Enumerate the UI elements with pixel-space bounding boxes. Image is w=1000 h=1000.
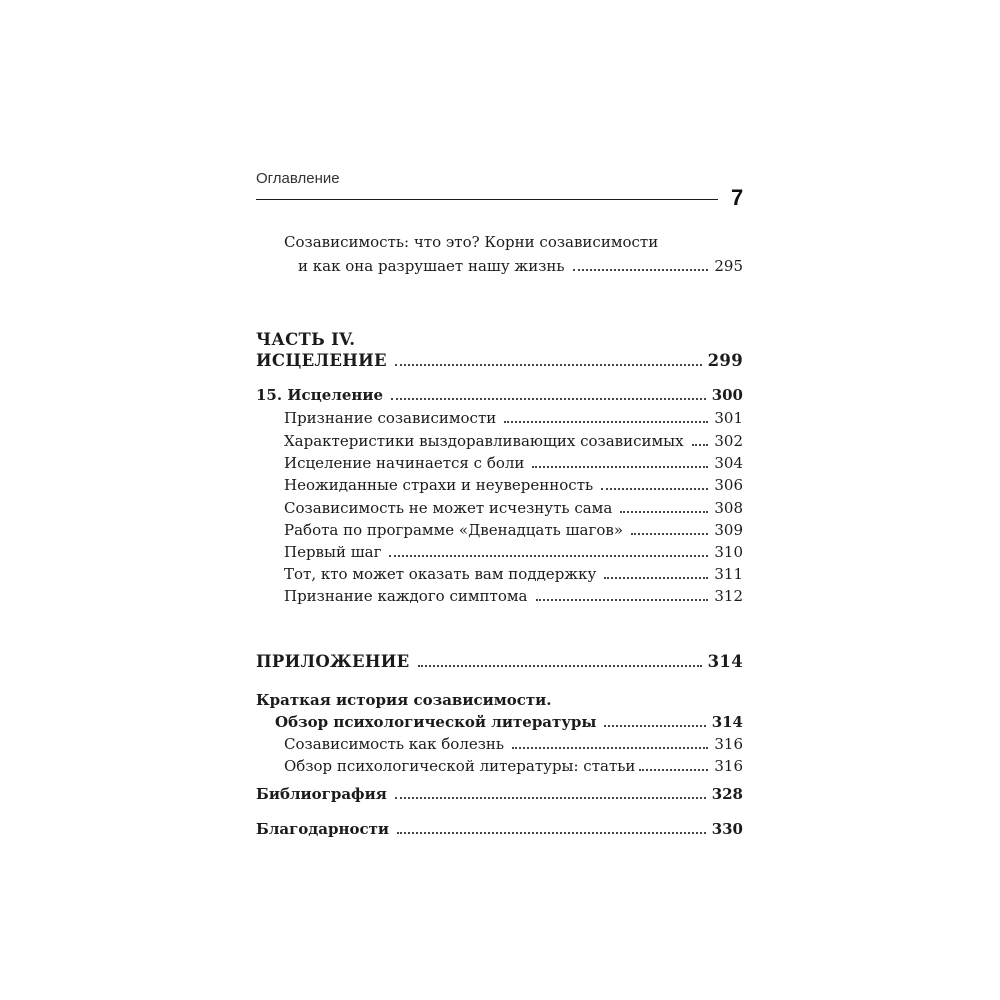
- dot-leader: [418, 665, 702, 667]
- toc-item-title: Признание каждого симптома: [284, 587, 528, 605]
- toc-item[interactable]: [284, 542, 743, 562]
- dot-leader: [395, 364, 702, 366]
- header-rule: [256, 199, 718, 200]
- toc-item-page: 316: [714, 757, 743, 775]
- toc-item-page: 301: [714, 409, 743, 427]
- toc-item-page: 316: [714, 735, 743, 753]
- dot-leader: [532, 466, 708, 468]
- dot-leader: [631, 533, 708, 535]
- dot-leader: [389, 555, 708, 557]
- toc-item[interactable]: [284, 586, 743, 606]
- toc-appendix[interactable]: [256, 652, 743, 672]
- dot-leader: [573, 269, 709, 271]
- toc-entry-title: и как она разрушает нашу жизнь: [298, 257, 565, 275]
- history-title-line2: Обзор психологической литературы: [275, 713, 597, 731]
- bibliography-page: 328: [711, 785, 743, 803]
- dot-leader: [395, 797, 706, 799]
- toc-bibliography[interactable]: [256, 784, 743, 804]
- toc-item-title: Созависимость не может исчезнуть сама: [284, 499, 613, 517]
- part-label: ЧАСТЬ IV.: [256, 330, 356, 349]
- toc-item[interactable]: [284, 520, 743, 540]
- toc-item-title: Созависимость как болезнь: [284, 735, 505, 753]
- appendix-title: ПРИЛОЖЕНИЕ: [256, 652, 410, 671]
- dot-leader: [620, 511, 708, 513]
- toc-item-title: Работа по программе «Двенадцать шагов»: [284, 521, 624, 539]
- dot-leader: [504, 421, 708, 423]
- toc-item[interactable]: [284, 756, 743, 776]
- toc-item-title: Неожиданные страхи и неуверенность: [284, 476, 594, 494]
- dot-leader: [397, 832, 706, 834]
- page-number: 7: [731, 185, 744, 210]
- dot-leader: [601, 488, 708, 490]
- history-title-line1: Краткая история созависимости.: [256, 691, 552, 709]
- dot-leader: [512, 747, 708, 749]
- toc-item[interactable]: [284, 475, 743, 495]
- toc-item-page: 304: [714, 454, 743, 472]
- toc-entry-page: 295: [714, 257, 743, 275]
- toc-chapter-15[interactable]: [256, 385, 743, 405]
- dot-leader: [604, 577, 708, 579]
- acknowledgements-page: 330: [711, 820, 743, 838]
- toc-item-title: Характеристики выздоравливающих созависимых: [284, 432, 684, 450]
- toc-entry-top[interactable]: [298, 256, 743, 276]
- toc-item-page: 302: [714, 432, 743, 450]
- toc-item-title: Исцеление начинается с боли: [284, 454, 525, 472]
- dot-leader: [536, 599, 709, 601]
- toc-item[interactable]: [284, 453, 743, 473]
- toc-item-page: 310: [714, 543, 743, 561]
- dot-leader: [604, 725, 705, 727]
- dot-leader: [692, 444, 709, 446]
- toc-item[interactable]: [284, 564, 743, 584]
- toc-item-page: 309: [714, 521, 743, 539]
- toc-item-title: Первый шаг: [284, 543, 382, 561]
- history-page: 314: [711, 713, 743, 731]
- bibliography-title: Библиография: [256, 785, 387, 803]
- toc-history[interactable]: [275, 712, 743, 732]
- dot-leader: [391, 398, 706, 400]
- toc-item[interactable]: [284, 431, 743, 451]
- toc-item[interactable]: [284, 498, 743, 518]
- part-page: 299: [707, 351, 743, 370]
- toc-item-page: 311: [714, 565, 743, 583]
- appendix-page: 314: [707, 652, 743, 671]
- toc-item-title: Признание созависимости: [284, 409, 497, 427]
- toc-item-page: 312: [714, 587, 743, 605]
- toc-item-page: 306: [714, 476, 743, 494]
- top-entry-line1: Созависимость: что это? Корни созависимости: [284, 233, 659, 251]
- toc-part-4[interactable]: [256, 351, 743, 371]
- toc-item-title: Обзор психологической литературы: статьи: [284, 757, 636, 775]
- dot-leader: [639, 769, 708, 771]
- toc-acknowledgements[interactable]: [256, 819, 743, 839]
- toc-item-title: Тот, кто может оказать вам поддержку: [284, 565, 597, 583]
- toc-item-page: 308: [714, 499, 743, 517]
- chapter-title: 15. Исцеление: [256, 386, 384, 404]
- part-title: ИСЦЕЛЕНИЕ: [256, 351, 387, 370]
- toc-item[interactable]: [284, 734, 743, 754]
- running-title: Оглавление: [256, 170, 340, 187]
- acknowledgements-title: Благодарности: [256, 820, 390, 838]
- toc-item[interactable]: [284, 408, 743, 428]
- chapter-page: 300: [711, 386, 743, 404]
